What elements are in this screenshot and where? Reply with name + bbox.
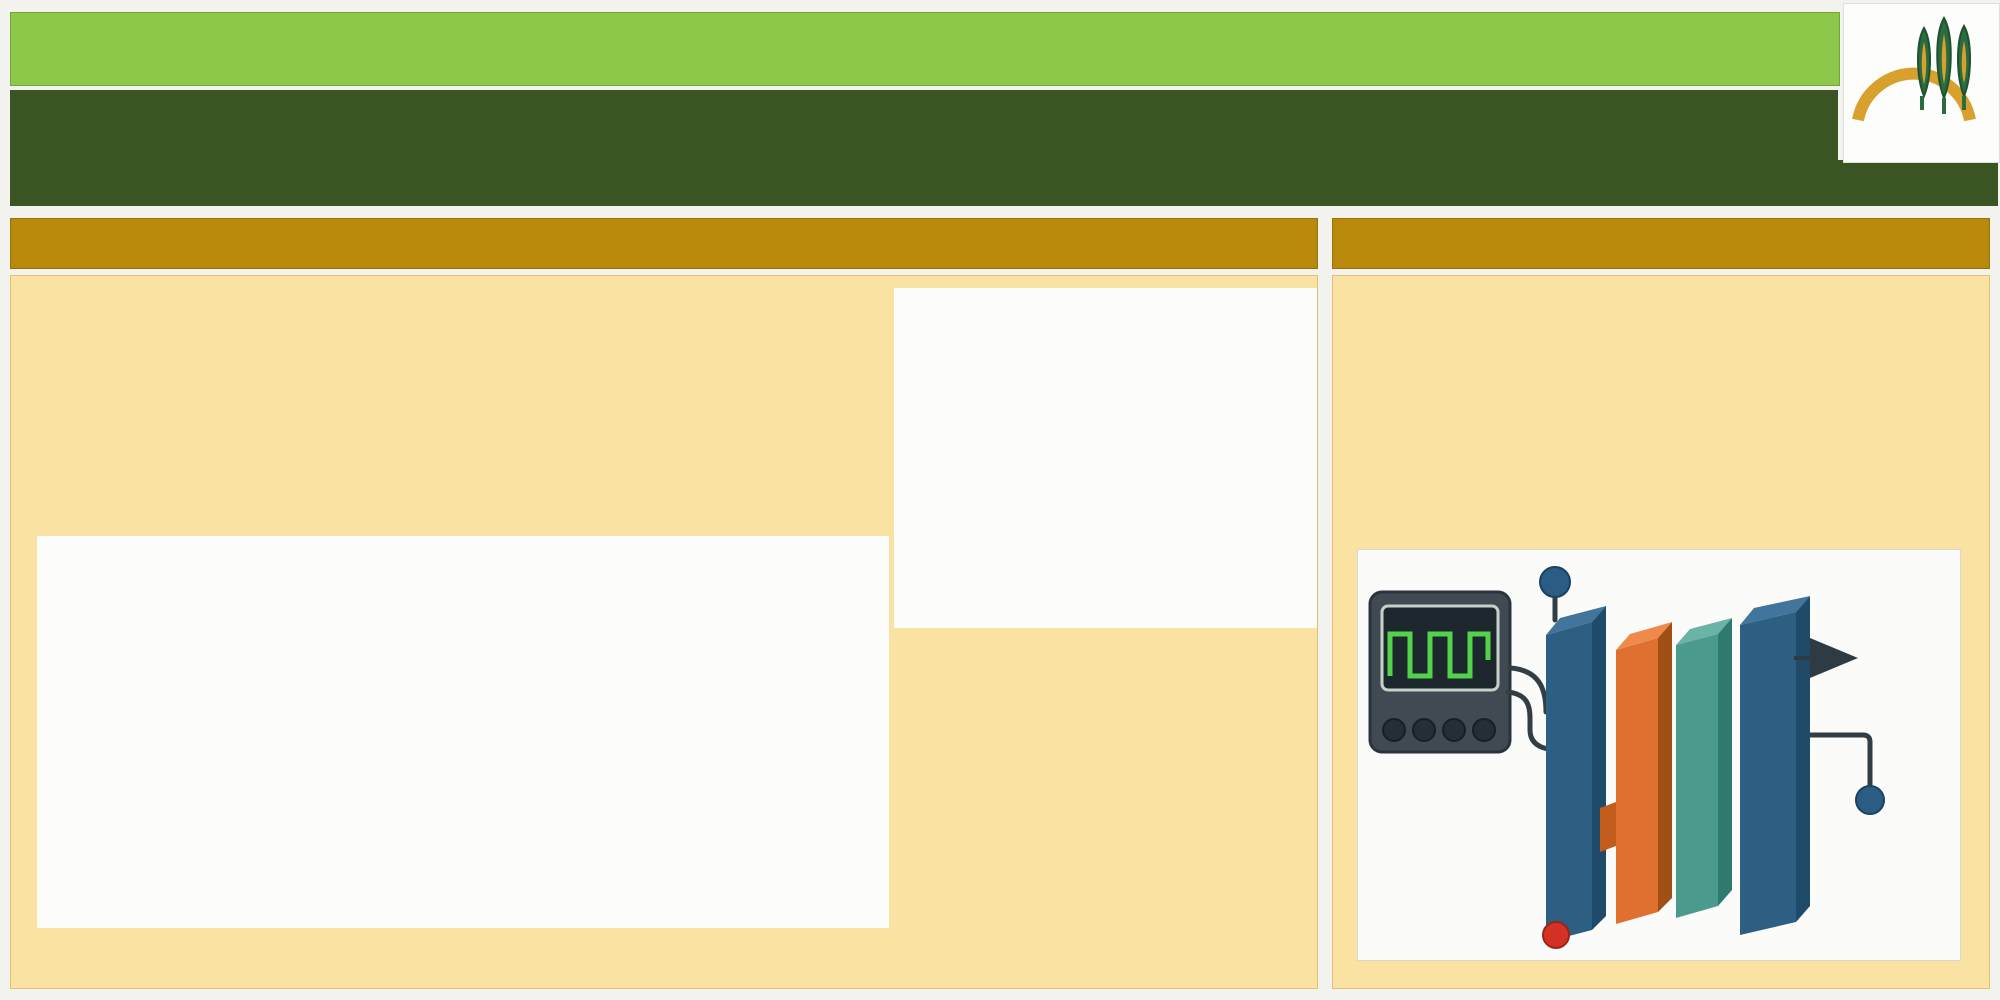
anode-plate bbox=[1546, 606, 1606, 942]
bottom-positive-terminal-icon bbox=[1543, 922, 1569, 948]
university-logo bbox=[1843, 3, 2000, 163]
cation-plate-tab bbox=[1600, 802, 1616, 852]
conclusions-header-bar bbox=[10, 218, 1318, 269]
pulse-generator-icon bbox=[1370, 592, 1510, 752]
electrodialysis-svg bbox=[1358, 550, 1960, 960]
negative-terminal-icon bbox=[1856, 786, 1884, 814]
contact-line bbox=[10, 106, 1838, 136]
positive-terminal-icon bbox=[1540, 567, 1570, 597]
tds-bar-chart bbox=[37, 536, 889, 928]
electrodialysis-illustration bbox=[1357, 549, 1961, 961]
anion-membrane-plate bbox=[1676, 618, 1732, 918]
university-logo-svg bbox=[1844, 4, 1999, 162]
methods-header-bar bbox=[1332, 218, 1990, 269]
authors-band bbox=[10, 90, 1838, 206]
tds-removal-3d-scatter bbox=[894, 288, 1317, 628]
logo-arch bbox=[1858, 74, 1970, 120]
title-band bbox=[10, 12, 1840, 86]
logo-cypress-trees bbox=[1918, 18, 1970, 114]
cathode-plate bbox=[1740, 596, 1810, 935]
methods-panel bbox=[1332, 275, 1990, 989]
header-band-tail bbox=[1838, 160, 1998, 206]
cation-membrane-plate bbox=[1600, 622, 1672, 924]
conclusions-panel bbox=[10, 275, 1318, 989]
